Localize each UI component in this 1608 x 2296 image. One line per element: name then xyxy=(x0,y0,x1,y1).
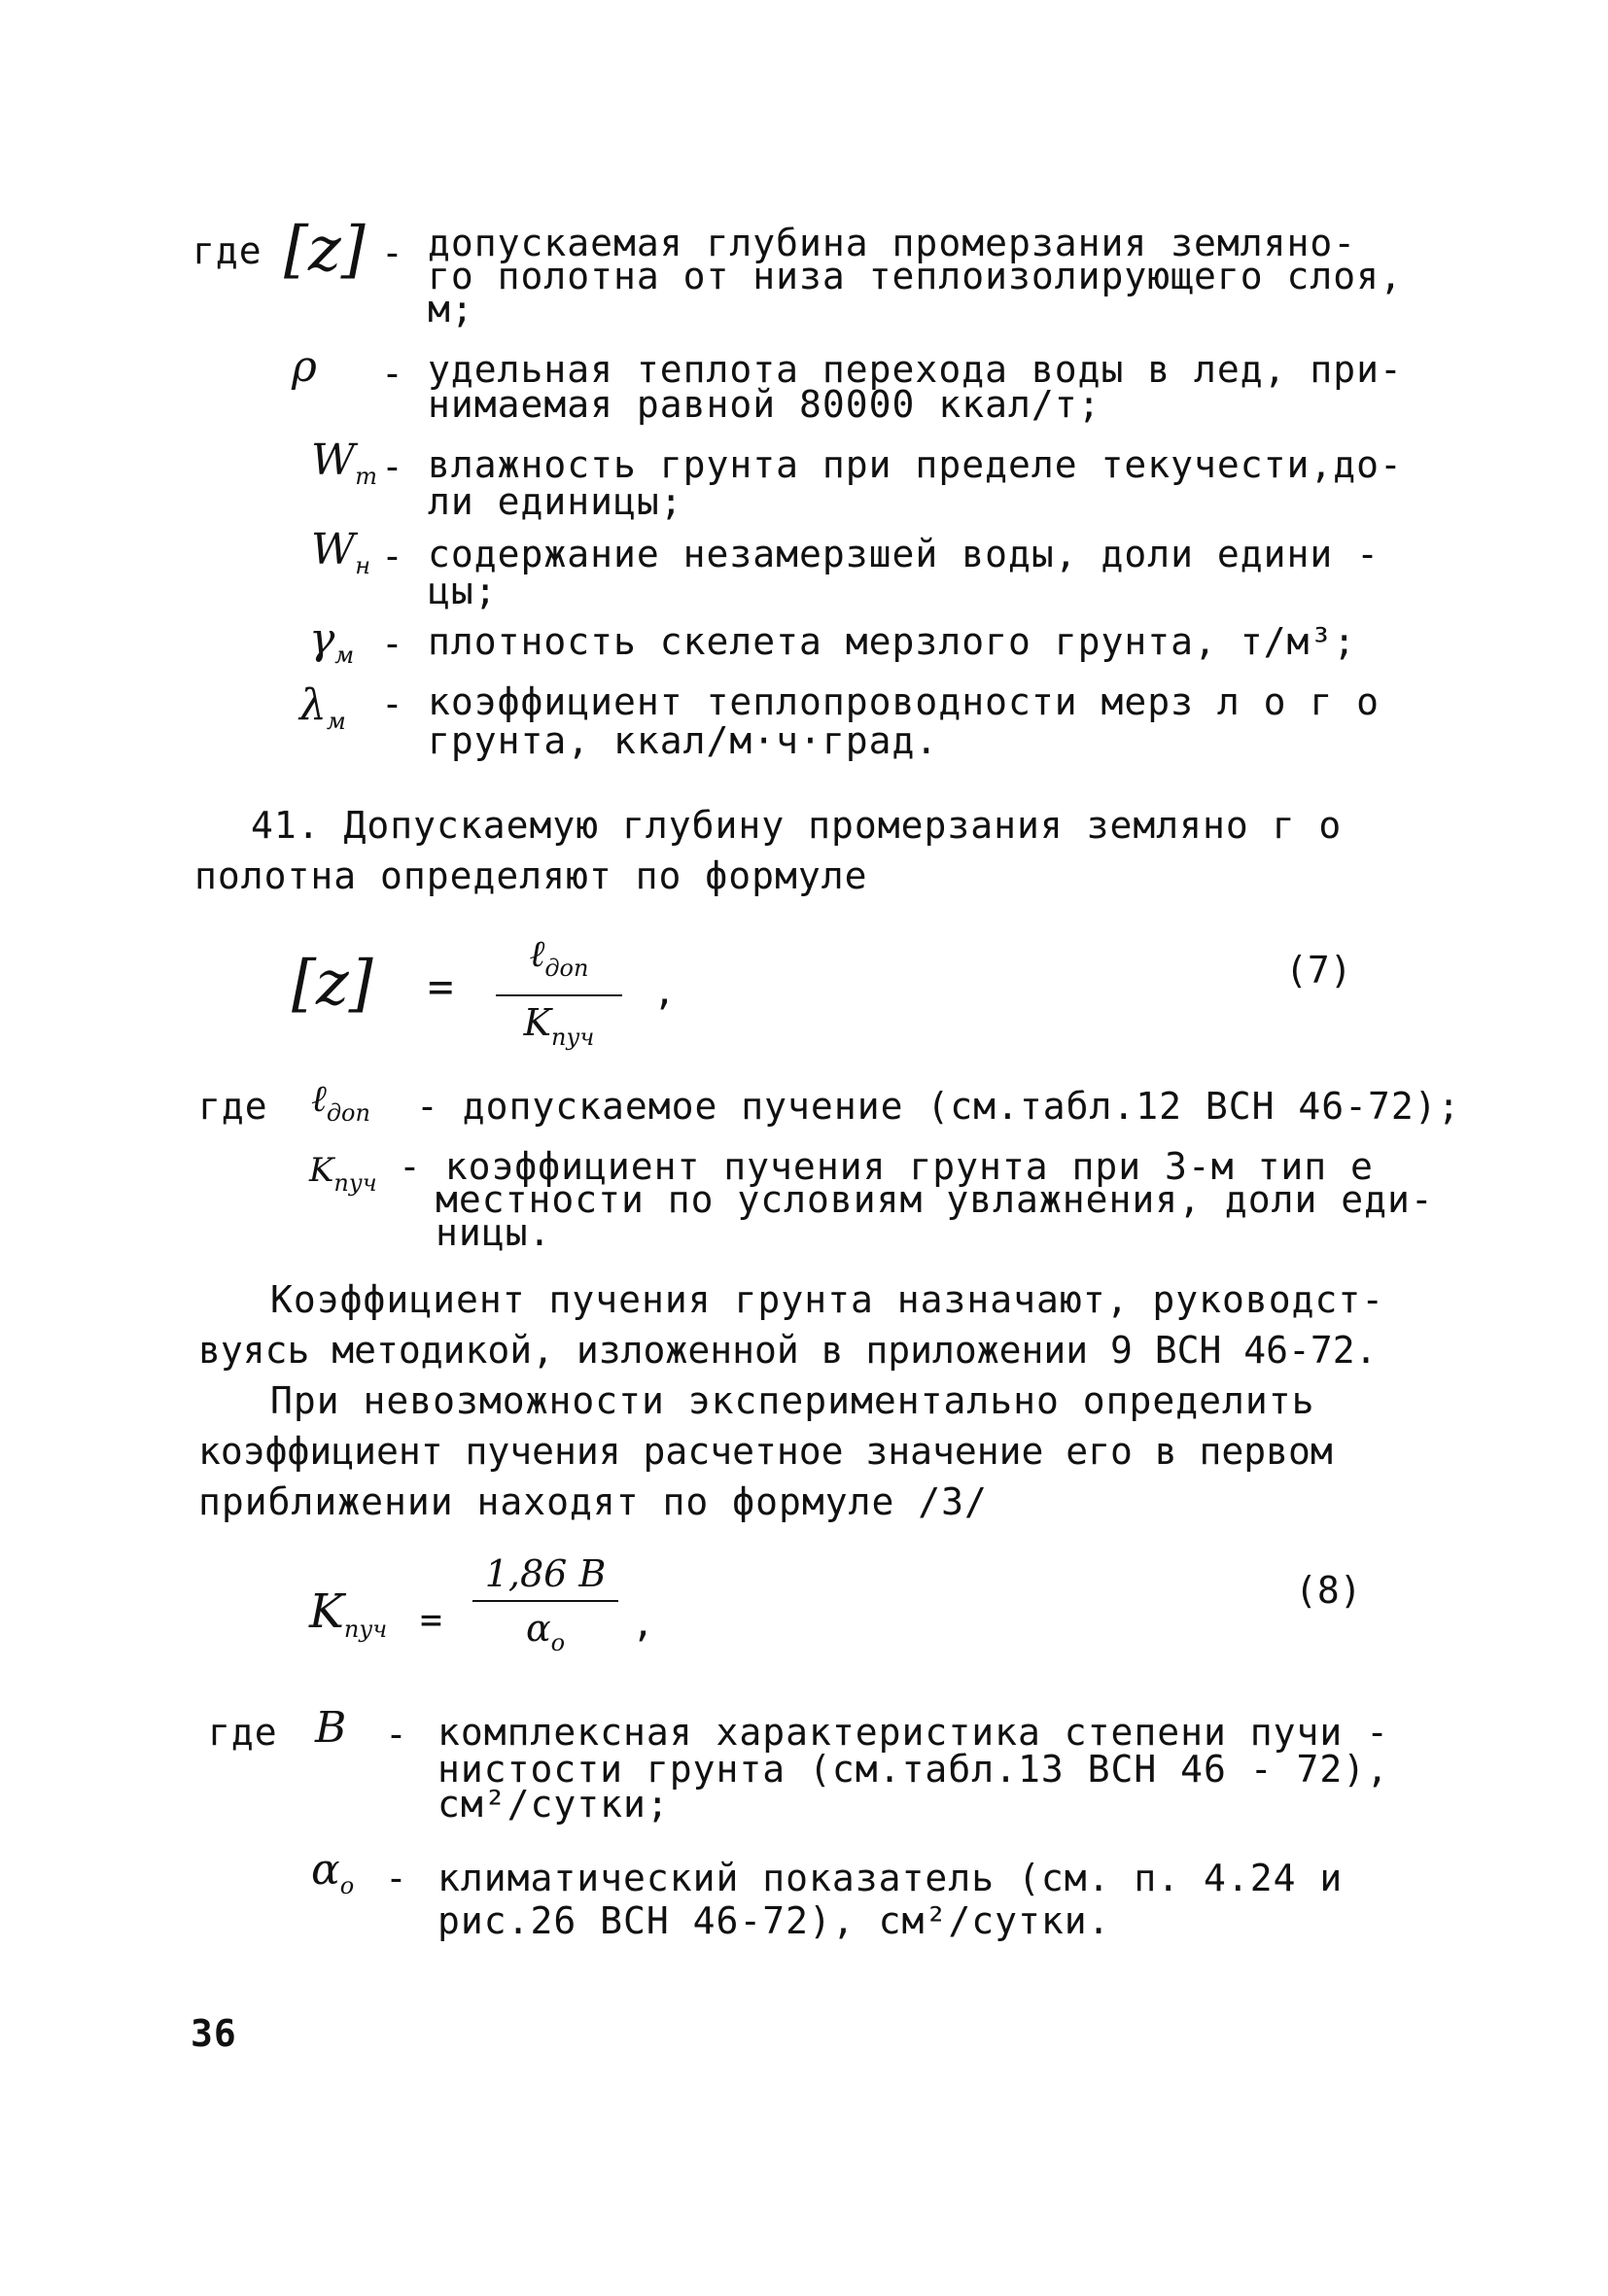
where-label-2: где xyxy=(198,1085,268,1128)
formula7-number: (7) xyxy=(1285,949,1352,991)
def-gamma-line1: плотность скелета мерзлого грунта, т/м³; xyxy=(428,620,1357,663)
para41-line1: 41. Допускаемую глубину промерзания земляно г о xyxy=(251,804,1343,847)
formula8-numerator: 1,86 B xyxy=(484,1552,607,1595)
page-number: 36 xyxy=(191,2012,237,2055)
where-label-1: где xyxy=(192,229,262,272)
def-z-line3: м; xyxy=(428,288,474,330)
def-ldop-line1: - допускаемое пучение (см.табл.12 ВСН 46-72); xyxy=(416,1085,1461,1128)
formula8-fraction xyxy=(472,1551,618,1665)
def-z-line2: го полотна от низа теплоизолирующего слоя, xyxy=(428,255,1403,297)
where-label-3: где xyxy=(208,1711,278,1754)
def-rho-line1: удельная теплота перехода воды в лед, при- xyxy=(428,348,1403,391)
formula7-lhs: [z] xyxy=(292,948,373,1020)
formula8-comma: , xyxy=(632,1602,655,1645)
fraction-bar xyxy=(472,1600,618,1602)
def-wt-line1: влажность грунта при пределе текучести,до- xyxy=(428,443,1403,486)
dash: - xyxy=(381,231,403,274)
def-z-line1: допускаемая глубина промерзания земляно- xyxy=(428,222,1357,264)
dash: - xyxy=(381,445,403,488)
def-kpuch-line2: местности по условиям увлажнения, доли еди- xyxy=(436,1178,1434,1221)
symbol-w-n: $W_н$ xyxy=(311,525,371,579)
para-k-line2: вуясь методикой, изложенной в приложении 9 ВСН 46-72. xyxy=(198,1329,1378,1372)
def-b-line2: нистости грунта (см.табл.13 ВСН 46 - 72), xyxy=(437,1748,1389,1791)
dash: - xyxy=(381,682,403,725)
formula8-equals: = xyxy=(420,1598,443,1641)
def-lambda-line2: грунта, ккал/м·ч·град. xyxy=(428,719,939,762)
dash: - xyxy=(381,352,403,395)
symbol-rho: ρ xyxy=(292,342,317,392)
symbol-w-t: $W_т$ xyxy=(311,435,377,490)
dash: - xyxy=(381,622,403,665)
formula7-denominator: $K_{пуч}$ xyxy=(523,1001,595,1051)
formula7-equals: = xyxy=(428,962,455,1012)
def-b-line3: см²/сутки; xyxy=(437,1783,670,1826)
dash: - xyxy=(385,1857,407,1899)
symbol-k-puch: $K_{пуч}$ xyxy=(309,1151,377,1197)
def-rho-line2: нимаемая равной 80000 ккал/т; xyxy=(428,383,1101,426)
def-alpha-line1: климатический показатель (см. п. 4.24 и xyxy=(437,1857,1344,1899)
formula7-comma: , xyxy=(653,970,677,1013)
fraction-bar xyxy=(496,994,622,996)
para-imp-line2: коэффициент пучения расчетное значение его в первом xyxy=(198,1430,1333,1473)
def-wn-line2: цы; xyxy=(428,570,498,612)
symbol-lambda-m: $\lambda_м$ xyxy=(299,680,346,735)
dash: - xyxy=(385,1713,407,1756)
para41-line2: полотна определяют по формуле xyxy=(194,854,868,897)
formula8-number: (8) xyxy=(1295,1569,1362,1612)
formula7-fraction xyxy=(496,931,622,1060)
dash: - xyxy=(381,535,403,577)
def-wt-line2: ли единицы; xyxy=(428,480,683,523)
formula7-numerator: ℓ$_{доп}$ xyxy=(529,932,589,982)
para-imp-line1: При невозможности экспериментально определить xyxy=(270,1379,1315,1422)
def-wn-line1: содержание незамерзшей воды, доли едини - xyxy=(428,533,1380,575)
def-lambda-line1: коэффициент теплопроводности мерз л о г о xyxy=(428,680,1380,723)
def-kpuch-line1: - коэффициент пучения грунта при 3-м тип е xyxy=(399,1145,1374,1188)
def-alpha-line2: рис.26 ВСН 46-72), см²/сутки. xyxy=(437,1899,1111,1942)
para-k-line1: Коэффициент пучения грунта назначают, руководст- xyxy=(270,1278,1385,1321)
def-kpuch-line3: ницы. xyxy=(436,1211,552,1254)
def-b-line1: комплексная характеристика степени пучи - xyxy=(437,1711,1389,1754)
formula8-lhs: $K_{пуч}$ xyxy=(309,1584,388,1643)
symbol-gamma-m: $\gamma_м$ xyxy=(309,614,355,669)
symbol-b: B xyxy=(315,1703,347,1753)
formula8-denominator: $\alpha_o$ xyxy=(525,1607,566,1656)
symbol-z-bracketed: [z] xyxy=(284,214,366,286)
symbol-alpha-o: $\alpha_o$ xyxy=(311,1845,355,1899)
para-imp-line3: приближении находят по формуле /3/ xyxy=(198,1480,988,1523)
symbol-l-dop: ℓ$_{доп}$ xyxy=(311,1077,370,1127)
